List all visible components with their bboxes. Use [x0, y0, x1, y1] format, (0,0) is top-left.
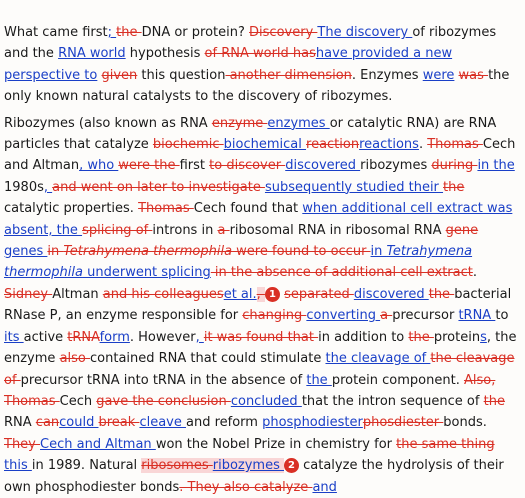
- inserted-text: were: [422, 67, 455, 83]
- deleted-text: Also, Thomas: [4, 372, 496, 409]
- inserted-text: enzymes: [267, 115, 330, 131]
- text-run: precursor tRNA into tRNA in the absence of: [20, 372, 307, 388]
- text-run: 1980s: [4, 179, 44, 195]
- inserted-text: genes: [4, 244, 48, 260]
- inserted-text: in: [370, 244, 387, 260]
- text-run: ribosomal RNA in ribosomal RNA: [229, 222, 446, 238]
- text-run: in addition to: [318, 329, 409, 345]
- inserted-text: could: [59, 415, 99, 431]
- inserted-text: biochemical: [223, 137, 307, 153]
- text-run: . Enzymes: [351, 67, 423, 83]
- inserted-text: ,: [43, 179, 53, 195]
- text-run: bacterial RNase P, an enzyme responsible for: [4, 286, 512, 324]
- deleted-text: gave the conclusion: [96, 393, 231, 409]
- text-run: that the intron sequence of: [301, 393, 484, 409]
- deleted-text: were the: [118, 158, 180, 174]
- deleted-text: was: [458, 67, 489, 83]
- inserted-text: the cleavage of: [325, 351, 431, 367]
- deleted-text: They: [4, 436, 41, 452]
- inserted-text: et al.: [223, 286, 257, 302]
- text-run: won the Nobel Prize in chemistry for: [155, 436, 397, 452]
- inserted-text: have provided a new perspective to: [4, 46, 453, 83]
- deleted-text: Sidney: [4, 286, 53, 302]
- paragraph: [4, 113, 521, 498]
- inserted-text: discovered: [353, 286, 429, 302]
- inserted-text: s: [480, 329, 487, 345]
- text-run: RNA: [4, 415, 36, 431]
- text-run: contained RNA that could stimulate: [90, 351, 326, 367]
- text-run: DNA or protein?: [141, 25, 250, 40]
- text-run: ribozymes: [360, 158, 432, 174]
- deleted-text: the cleavage of: [4, 351, 515, 388]
- text-run: in 1989. Natural: [31, 458, 142, 474]
- inserted-text: reactions: [359, 137, 419, 153]
- deleted-text: changing: [242, 308, 307, 324]
- deleted-text: were found to occur: [232, 244, 371, 260]
- inserted-text: cleave: [139, 415, 186, 431]
- deleted-text: ,: [256, 286, 265, 302]
- deleted-text: the: [408, 329, 434, 345]
- deleted-text: Discovery: [249, 25, 318, 40]
- deleted-text: phosdiester: [362, 415, 444, 431]
- inserted-text: , who: [79, 158, 119, 174]
- deleted-text: the: [443, 179, 465, 195]
- inserted-text: and: [312, 479, 337, 495]
- inserted-text: phosphodiester: [262, 415, 363, 431]
- deleted-text: also: [59, 351, 90, 367]
- text-run: or catalytic RNA) are RNA particles that catalyze: [4, 115, 497, 153]
- deleted-text: a: [380, 308, 393, 324]
- deleted-text: reaction: [306, 137, 360, 153]
- comment-badge[interactable]: 1: [265, 287, 280, 302]
- deleted-text: gene: [445, 222, 479, 238]
- text-run: this question: [137, 67, 226, 83]
- deleted-text: Tetrahymena thermophila: [63, 244, 233, 260]
- text-run: Cech and Altman: [4, 137, 516, 174]
- inserted-text: The discovery: [317, 25, 413, 40]
- deleted-text: and his colleagues: [102, 286, 224, 302]
- text-run: , the enzyme: [4, 329, 517, 367]
- deleted-text: during: [431, 158, 478, 174]
- inserted-text: its: [4, 329, 24, 345]
- deleted-text: enzyme: [211, 115, 268, 131]
- text-run: precursor: [392, 308, 459, 324]
- inserted-text: converting: [306, 308, 381, 324]
- comment-badge[interactable]: 2: [284, 458, 299, 473]
- deleted-text: the: [483, 393, 505, 409]
- deleted-text: in: [47, 244, 64, 260]
- inserted-text: Cech and Altman: [40, 436, 156, 452]
- text-run: first: [179, 158, 210, 174]
- inserted-text: underwent splicing: [82, 265, 211, 281]
- inserted-text: ;: [107, 25, 117, 40]
- inserted-text: in the: [477, 158, 515, 174]
- inserted-text: this: [4, 458, 32, 474]
- text-run: . However: [129, 329, 196, 345]
- inserted-text: tRNA: [458, 308, 496, 324]
- deleted-text: to discover: [209, 158, 286, 174]
- text-run: protein component.: [331, 372, 464, 388]
- inserted-text: ribozymes: [212, 458, 284, 474]
- inserted-text: RNA world: [58, 46, 126, 62]
- deleted-text: and went on later to investigate: [52, 179, 265, 195]
- text-run: .: [472, 265, 478, 281]
- deleted-text: another dimension: [225, 67, 352, 83]
- inserted-text: Tetrahymena thermophila: [4, 244, 473, 281]
- deleted-text: the same thing: [396, 436, 495, 452]
- text-run: bonds.: [443, 415, 487, 431]
- inserted-text: ,: [195, 329, 204, 345]
- deleted-text: Thomas: [138, 201, 194, 217]
- text-run: the only known natural catalysts to the discovery of ribozymes.: [4, 67, 510, 105]
- text-run: catalytic properties.: [4, 201, 139, 217]
- deleted-text: biochemic: [152, 137, 224, 153]
- deleted-text: the: [116, 25, 142, 40]
- deleted-text: it was found that: [203, 329, 319, 345]
- text-run: Cech: [59, 393, 97, 409]
- text-run: of ribozymes and the: [4, 25, 497, 62]
- text-run: hypothesis: [125, 46, 205, 62]
- text-run: and reform: [186, 415, 263, 431]
- text-run: active: [23, 329, 68, 345]
- inserted-text: subsequently studied their: [264, 179, 444, 195]
- deleted-text: can: [35, 415, 60, 431]
- text-run: Ribozymes (also known as RNA: [4, 115, 212, 131]
- deleted-text: of RNA world has: [204, 46, 316, 62]
- deleted-text: break: [98, 415, 140, 431]
- inserted-text: when additional cell extract was absent, the: [4, 201, 513, 238]
- text-run: Altman: [52, 286, 103, 302]
- inserted-text: the: [306, 372, 332, 388]
- deleted-text: in the absence of additional cell extract: [210, 265, 473, 281]
- deleted-text: Thomas: [427, 137, 483, 153]
- text-run: catalyze the hydrolysis of their own phosphodiester bonds: [4, 458, 504, 495]
- deleted-text: splicing of: [82, 222, 153, 238]
- paragraph: [4, 22, 521, 108]
- text-run: protein: [433, 329, 481, 345]
- text-run: .: [418, 137, 428, 153]
- deleted-text: . They also catalyze: [179, 479, 313, 495]
- inserted-text: concluded: [230, 393, 302, 409]
- text-run: to: [495, 308, 509, 324]
- deleted-text: ribosomes: [141, 458, 213, 474]
- inserted-text: form: [99, 329, 130, 345]
- inserted-text: discovered: [285, 158, 361, 174]
- deleted-text: separated: [284, 286, 354, 302]
- deleted-text: given: [101, 67, 138, 83]
- text-run: What came first: [4, 25, 108, 40]
- deleted-text: tRNA: [67, 329, 100, 345]
- text-run: introns in: [152, 222, 218, 238]
- deleted-text: a: [217, 222, 230, 238]
- deleted-text: the: [428, 286, 455, 302]
- text-run: Cech found that: [193, 201, 303, 217]
